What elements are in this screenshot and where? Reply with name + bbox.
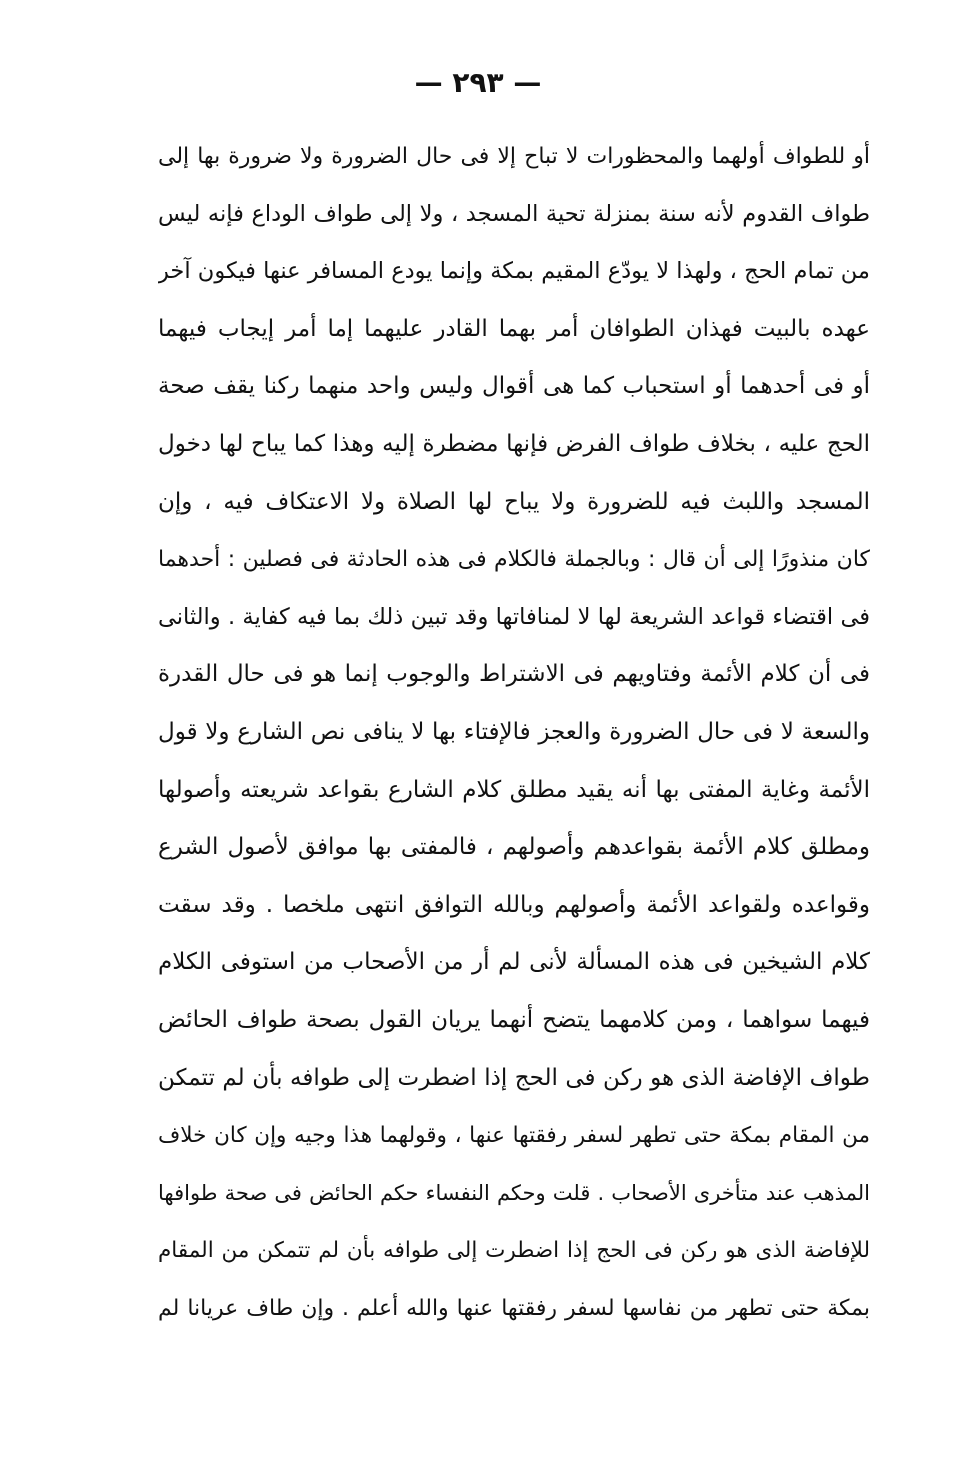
text-line: للإفاضة الذى هو ركن فى الحج إذا اضطرت إلى طوافه بأن لم تتمكن من المقام xyxy=(158,1238,870,1264)
text-line: الأئمة وغاية المفتى بها أنه يقيد مطلق كلام الشارع بقواعد شريعته وأصولها xyxy=(158,776,870,803)
text-line: المذهب عند متأخرى الأصحاب . قلت وحكم النفساء حكم الحائض فى صحة طوافها xyxy=(158,1180,870,1205)
text-line: الحج عليه ، بخلاف طواف الفرض فإنها مضطرة إليه وهذا كما يباح لها دخول xyxy=(158,430,870,457)
text-line: كان منذورًا إلى أن قال : وبالجملة فالكلام فى هذه الحادثة فى فصلين : أحدهما xyxy=(158,547,870,573)
text-line: وقواعده ولقواعد الأئمة وأصولهم وبالله التوافق انتهى ملخصا . وقد سقت xyxy=(158,891,870,918)
body-text xyxy=(158,128,870,1337)
text-line: طواف الإفاضة الذى هو ركن فى الحج إذا اضطرت إلى طوافه بأن لم تتمكن xyxy=(158,1064,870,1091)
page-number: — ٢٩٣ — xyxy=(414,66,542,99)
text-line: كلام الشيخين فى هذه المسألة لأنى لم أر من الأصحاب من استوفى الكلام xyxy=(158,949,870,976)
text-line: ومطلق كلام الأئمة بقواعدهم وأصولهم ، فالمفتى بها موافق لأصول الشرع xyxy=(158,834,870,861)
text-line: عهده بالبيت فهذان الطوافان أمر بهما القادر عليهما إما أمر إيجاب فيهما xyxy=(158,315,870,342)
text-line: والسعة لا فى حال الضرورة والعجز فالإفتاء بها لا ينافى نص الشارع ولا قول xyxy=(158,718,870,745)
text-line: بمكة حتى تطهر من نفاسها لسفر رفقتها عنها والله أعلم . وإن طاف عريانا لم xyxy=(158,1295,870,1321)
text-line: المسجد واللبث فيه للضرورة ولا يباح لها الصلاة ولا الاعتكاف فيه ، وإن xyxy=(158,488,870,515)
text-line: طواف القدوم لأنه سنة بمنزلة تحية المسجد ، ولا إلى طواف الوداع فإنه ليس xyxy=(158,200,870,227)
text-line: فيهما سواهما ، ومن كلامهما يتضح أنهما يريان القول بصحة طواف الحائض xyxy=(158,1006,870,1033)
text-line: فى أن كلام الأئمة وفتاويهم فى الاشتراط والوجوب إنما هو فى حال القدرة xyxy=(158,661,870,688)
text-line: من تمام الحج ، ولهذا لا يودّع المقيم بمكة وإنما يودع المسافر عنها فيكون آخر xyxy=(158,258,870,285)
text-line: من المقام بمكة حتى تطهر لسفر رفقتها عنها ، وقولهما هذا وجيه وإن كان خلاف xyxy=(158,1123,870,1149)
text-line: أو فى أحدهما أو استحباب كما هى أقوال وليس واحد منهما ركنا يقف صحة xyxy=(158,373,870,400)
text-line: فى اقتضاء قواعد الشريعة لها لا لمنافاتها وقد تبين ذلك بما فيه كفاية . والثانى xyxy=(158,603,870,630)
text-line: أو للطواف أولهما والمحظورات لا تباح إلا فى حال الضرورة ولا ضرورة بها إلى xyxy=(158,144,870,169)
